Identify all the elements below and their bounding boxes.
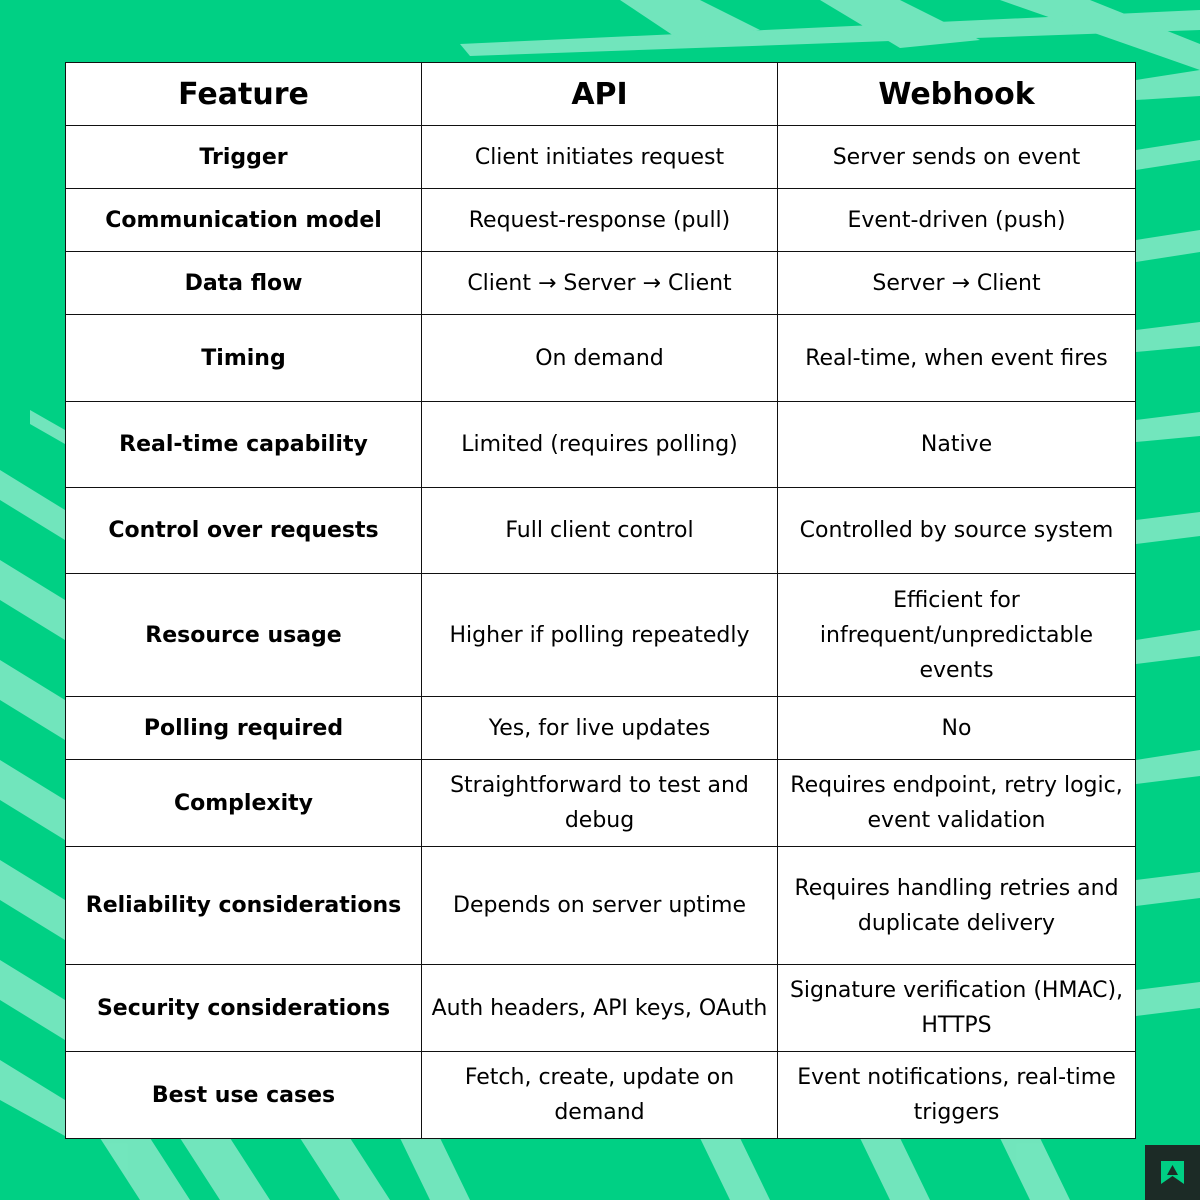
- table-row: [66, 252, 1136, 315]
- feature-cell: Trigger: [66, 126, 422, 189]
- webhook-cell: Requires endpoint, retry logic, event validation: [778, 760, 1136, 847]
- api-cell: Higher if polling repeatedly: [422, 574, 778, 697]
- feature-cell: Polling required: [66, 697, 422, 760]
- api-cell: Client → Server → Client: [422, 252, 778, 315]
- webhook-cell: Controlled by source system: [778, 488, 1136, 574]
- feature-cell: Data flow: [66, 252, 422, 315]
- feature-cell: Best use cases: [66, 1052, 422, 1139]
- feature-cell: Complexity: [66, 760, 422, 847]
- api-cell: On demand: [422, 315, 778, 402]
- table-row: [66, 1052, 1136, 1139]
- api-cell: Depends on server uptime: [422, 847, 778, 965]
- webhook-cell: Real-time, when event fires: [778, 315, 1136, 402]
- table-row: [66, 965, 1136, 1052]
- table-row: [66, 760, 1136, 847]
- comparison-table-container: [65, 62, 1135, 1138]
- api-cell: Yes, for live updates: [422, 697, 778, 760]
- table-row: [66, 126, 1136, 189]
- comparison-table: [65, 62, 1136, 1139]
- brand-logo: [1145, 1145, 1200, 1200]
- feature-cell: Reliability considerations: [66, 847, 422, 965]
- feature-cell: Resource usage: [66, 574, 422, 697]
- webhook-cell: No: [778, 697, 1136, 760]
- table-row: [66, 488, 1136, 574]
- webhook-cell: Requires handling retries and duplicate delivery: [778, 847, 1136, 965]
- table-row: [66, 315, 1136, 402]
- table-row: [66, 847, 1136, 965]
- api-cell: Fetch, create, update on demand: [422, 1052, 778, 1139]
- webhook-cell: Event notifications, real-time triggers: [778, 1052, 1136, 1139]
- table-row: [66, 189, 1136, 252]
- header-webhook: Webhook: [778, 63, 1136, 126]
- brand-logo-icon: [1158, 1158, 1187, 1187]
- api-cell: Limited (requires polling): [422, 402, 778, 488]
- table-row: [66, 402, 1136, 488]
- feature-cell: Timing: [66, 315, 422, 402]
- api-cell: Request-response (pull): [422, 189, 778, 252]
- header-row: [66, 63, 1136, 126]
- webhook-cell: Native: [778, 402, 1136, 488]
- table-row: [66, 697, 1136, 760]
- api-cell: Straightforward to test and debug: [422, 760, 778, 847]
- header-feature: Feature: [66, 63, 422, 126]
- webhook-cell: Server → Client: [778, 252, 1136, 315]
- table-row: [66, 574, 1136, 697]
- webhook-cell: Server sends on event: [778, 126, 1136, 189]
- webhook-cell: Signature verification (HMAC), HTTPS: [778, 965, 1136, 1052]
- header-api: API: [422, 63, 778, 126]
- webhook-cell: Efficient for infrequent/unpredictable events: [778, 574, 1136, 697]
- api-cell: Auth headers, API keys, OAuth: [422, 965, 778, 1052]
- feature-cell: Communication model: [66, 189, 422, 252]
- feature-cell: Control over requests: [66, 488, 422, 574]
- webhook-cell: Event-driven (push): [778, 189, 1136, 252]
- api-cell: Client initiates request: [422, 126, 778, 189]
- api-cell: Full client control: [422, 488, 778, 574]
- feature-cell: Real-time capability: [66, 402, 422, 488]
- feature-cell: Security considerations: [66, 965, 422, 1052]
